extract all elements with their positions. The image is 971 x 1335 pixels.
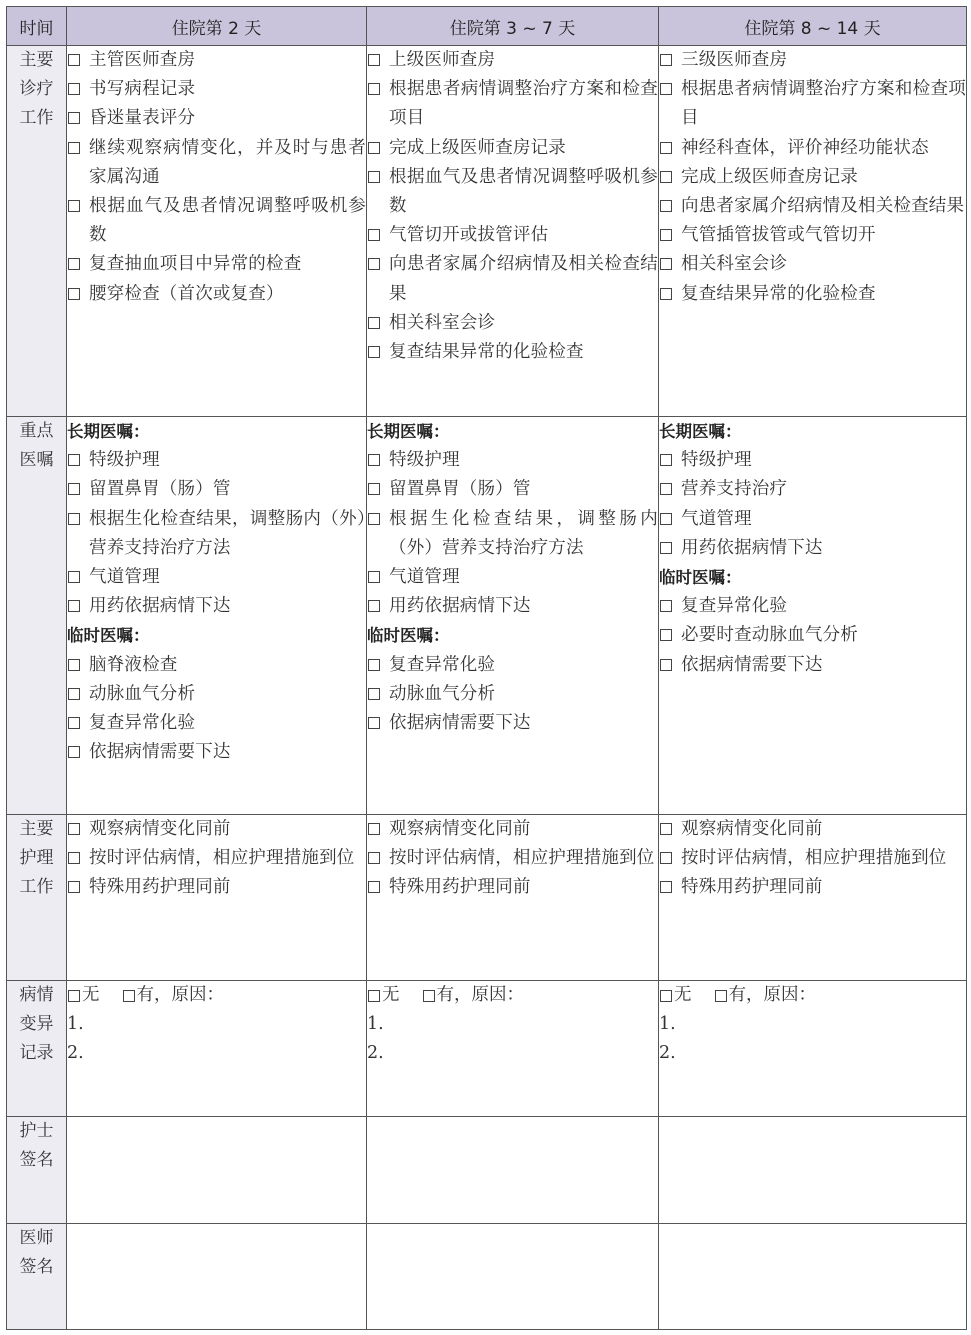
- checklist-item: [367, 46, 658, 75]
- checkbox[interactable]: [660, 288, 672, 300]
- checklist-item: [67, 844, 366, 873]
- checkbox[interactable]: [660, 823, 672, 835]
- label-line: 护士: [19, 1121, 54, 1141]
- checkbox[interactable]: [68, 823, 80, 835]
- checklist-item: [67, 446, 366, 475]
- checklist-item: [67, 46, 366, 75]
- checklist-item-label: 脑脊液检查: [89, 654, 178, 675]
- checklist-item: [367, 250, 658, 308]
- checklist-item-label: 依据病情需要下达: [89, 742, 231, 763]
- checkbox[interactable]: [68, 200, 80, 212]
- label-line: 变异: [19, 1014, 54, 1034]
- checklist-item: [67, 192, 366, 250]
- checklist-item: [367, 709, 658, 738]
- checklist-item-label: 根据生化检查结果，调整肠内（外）营养支持治疗方法: [389, 508, 658, 558]
- checklist-item: [659, 446, 966, 475]
- checklist-item: [659, 592, 966, 621]
- nursing-day3-7: [367, 815, 659, 981]
- checklist-item-label: 复查结果异常的化验检查: [389, 342, 584, 363]
- checklist-item: [659, 163, 966, 192]
- checklist-item: [659, 75, 966, 133]
- label-line: 诊疗: [19, 79, 54, 99]
- checklist-item-label: 用药依据病情下达: [681, 537, 823, 558]
- checkbox[interactable]: [68, 688, 80, 700]
- checklist-item: [367, 75, 658, 133]
- row-label-main-work: [7, 46, 67, 417]
- checklist-item-label: 用药依据病情下达: [89, 596, 231, 617]
- checklist-item: [659, 250, 966, 279]
- checklist-item: [67, 563, 366, 592]
- variation-reason-1[interactable]: 1.: [367, 1014, 384, 1035]
- checklist-item-label: 留置鼻胃（肠）管: [89, 479, 231, 500]
- checklist-item: [659, 815, 966, 844]
- checklist-item-label: 特殊用药护理同前: [681, 877, 823, 898]
- checkbox[interactable]: [660, 483, 672, 495]
- checkbox[interactable]: [660, 881, 672, 893]
- checklist-item: [67, 475, 366, 504]
- label-line: 病情: [19, 985, 54, 1005]
- checkbox[interactable]: [368, 346, 380, 358]
- variation-reason-1[interactable]: 1.: [67, 1014, 84, 1035]
- checkbox[interactable]: [660, 659, 672, 671]
- orders-day3-7: [367, 417, 659, 815]
- checklist-item-label: 留置鼻胃（肠）管: [389, 479, 531, 500]
- checkbox[interactable]: [68, 112, 80, 124]
- checkbox[interactable]: [68, 454, 80, 466]
- label-line: 工作: [19, 877, 54, 897]
- checklist-item: [367, 592, 658, 621]
- checklist-item-label: 观察病情变化同前: [89, 819, 231, 839]
- row-label-nurse-sign: [7, 1117, 67, 1224]
- checkbox[interactable]: [68, 142, 80, 154]
- checklist-item-label: 按时评估病情，相应护理措施到位: [89, 848, 355, 869]
- row-orders: [7, 417, 967, 815]
- checklist-item-label: 相关科室会诊: [681, 254, 788, 275]
- nurse-sign-day8-14[interactable]: [659, 1117, 967, 1224]
- checklist-item: [67, 815, 366, 844]
- checklist-item-label: 气道管理: [89, 567, 160, 588]
- checklist-item: [659, 221, 966, 250]
- checklist-item-label: 观察病情变化同前: [389, 819, 531, 839]
- main-work-day8-14: [659, 46, 967, 417]
- label-line: 医嘱: [19, 450, 54, 470]
- checklist-item-label: 向患者家属介绍病情及相关检查结果: [389, 254, 658, 304]
- orders-day8-14: [659, 417, 967, 815]
- checklist-item-label: 气道管理: [681, 508, 752, 529]
- checkbox[interactable]: [660, 54, 672, 66]
- variation-none-label: 无: [674, 985, 692, 1005]
- checkbox[interactable]: [68, 288, 80, 300]
- checkbox[interactable]: [368, 142, 380, 154]
- label-line: 主要: [19, 819, 54, 839]
- checkbox[interactable]: [660, 454, 672, 466]
- checkbox[interactable]: [660, 142, 672, 154]
- checklist-item: [659, 651, 966, 680]
- checklist-item: [67, 250, 366, 279]
- checklist-item-label: 气道管理: [389, 567, 460, 588]
- row-label-orders: [7, 417, 67, 815]
- clinical-pathway-table: [6, 6, 967, 1330]
- checklist-item: [367, 815, 658, 844]
- checklist-item-label: 按时评估病情，相应护理措施到位: [681, 848, 947, 869]
- checkbox[interactable]: [368, 513, 380, 525]
- checklist-item: [67, 75, 366, 104]
- variation-reason-2[interactable]: 2.: [67, 1043, 84, 1064]
- checklist-item: [367, 338, 658, 367]
- variation-none-checkbox[interactable]: [368, 990, 380, 1002]
- checklist-item: [67, 280, 366, 309]
- variation-reason-1[interactable]: 1.: [659, 1014, 676, 1035]
- variation-reason-2[interactable]: 2.: [659, 1043, 676, 1064]
- doctor-sign-day2[interactable]: [67, 1224, 367, 1330]
- checklist-item-label: 必要时查动脉血气分析: [681, 625, 858, 646]
- checklist-item: [367, 221, 658, 250]
- row-main-work: [7, 46, 967, 417]
- variation-none-checkbox[interactable]: [660, 990, 672, 1002]
- doctor-sign-day8-14[interactable]: [659, 1224, 967, 1330]
- label-line: 工作: [19, 108, 54, 128]
- checklist-item: [659, 46, 966, 75]
- label-line: 护理: [19, 848, 54, 868]
- checklist-item-label: 复查抽血项目中异常的检查: [89, 254, 302, 275]
- temporary-orders-list: [67, 651, 366, 768]
- checkbox[interactable]: [368, 229, 380, 241]
- checklist-item: [367, 134, 658, 163]
- checklist-item: [659, 134, 966, 163]
- variation-reason-2[interactable]: 2.: [367, 1043, 384, 1064]
- checkbox[interactable]: [660, 852, 672, 864]
- checklist-item: [67, 592, 366, 621]
- checkbox[interactable]: [368, 54, 380, 66]
- row-label-nursing: [7, 815, 67, 981]
- checkbox[interactable]: [368, 881, 380, 893]
- checklist-item-label: 根据患者病情调整治疗方案和检查项目: [681, 79, 966, 129]
- checkbox[interactable]: [68, 600, 80, 612]
- checklist-item-label: 完成上级医师查房记录: [681, 166, 858, 187]
- checkbox[interactable]: [660, 600, 672, 612]
- checklist-item-label: 气管切开或拔管评估: [389, 225, 549, 246]
- checkbox[interactable]: [368, 600, 380, 612]
- orders-day2: [67, 417, 367, 815]
- checkbox[interactable]: [368, 852, 380, 864]
- checklist-item-label: 特殊用药护理同前: [89, 877, 231, 898]
- checklist-item: [67, 651, 366, 680]
- checkbox[interactable]: [68, 54, 80, 66]
- checklist-item-label: 依据病情需要下达: [681, 654, 823, 675]
- checklist-item-label: 昏迷量表评分: [89, 108, 196, 129]
- checklist-item: [659, 534, 966, 563]
- checklist-item: [659, 192, 966, 221]
- variation-yes-checkbox[interactable]: [423, 990, 435, 1002]
- checkbox[interactable]: [368, 688, 380, 700]
- checklist-item: [367, 163, 658, 221]
- variation-yes-checkbox[interactable]: [715, 990, 727, 1002]
- checklist-item-label: 书写病程记录: [89, 79, 196, 100]
- checklist-item: [67, 873, 366, 902]
- checklist-item: [67, 738, 366, 767]
- header-day3-7: 住院第 3 ~ 7 天: [367, 7, 659, 46]
- variation-yes-label: 有，原因：: [436, 985, 524, 1005]
- variation-day8-14: [659, 981, 967, 1117]
- checklist-item: [67, 505, 366, 563]
- checklist-item-label: 特级护理: [681, 450, 752, 471]
- checklist-item-label: 按时评估病情，相应护理措施到位: [389, 848, 655, 869]
- long-term-orders-list: [67, 446, 366, 621]
- variation-none-label: 无: [382, 985, 400, 1005]
- temporary-orders-list: [659, 592, 966, 680]
- checkbox[interactable]: [368, 823, 380, 835]
- label-line: 重点: [19, 421, 54, 441]
- checklist-item: [659, 475, 966, 504]
- long-term-orders-heading: 长期医嘱：: [67, 422, 150, 441]
- checklist-item: [367, 475, 658, 504]
- header-time: 时间: [7, 7, 67, 46]
- checklist-item: [367, 563, 658, 592]
- checklist-item-label: 用药依据病情下达: [389, 596, 531, 617]
- checkbox[interactable]: [660, 200, 672, 212]
- checkbox[interactable]: [68, 513, 80, 525]
- checklist-item-label: 特殊用药护理同前: [389, 877, 531, 898]
- checkbox[interactable]: [368, 483, 380, 495]
- nursing-day8-14: [659, 815, 967, 981]
- label-line: 记录: [19, 1043, 54, 1063]
- label-line: 医师: [19, 1228, 54, 1248]
- checklist-item-label: 复查异常化验: [389, 654, 496, 675]
- checklist-item-label: 向患者家属介绍病情及相关检查结果: [681, 196, 965, 217]
- checkbox[interactable]: [368, 258, 380, 270]
- doctor-sign-day3-7[interactable]: [367, 1224, 659, 1330]
- checkbox[interactable]: [68, 881, 80, 893]
- label-line: 签名: [19, 1150, 54, 1170]
- checklist-item-label: 特级护理: [89, 450, 160, 471]
- checklist-item-label: 营养支持治疗: [681, 479, 788, 500]
- checkbox[interactable]: [68, 717, 80, 729]
- checklist-item: [367, 446, 658, 475]
- row-nurse-sign: [7, 1117, 967, 1224]
- variation-none-checkbox[interactable]: [68, 990, 80, 1002]
- checkbox[interactable]: [68, 258, 80, 270]
- checklist-item-label: 气管插管拔管或气管切开: [681, 225, 876, 246]
- nurse-sign-day2[interactable]: [67, 1117, 367, 1224]
- checkbox[interactable]: [660, 229, 672, 241]
- temporary-orders-heading: 临时医嘱：: [67, 626, 150, 646]
- checkbox[interactable]: [368, 83, 380, 95]
- checklist-item-label: 复查结果异常的化验检查: [681, 283, 876, 304]
- main-work-day2: [67, 46, 367, 417]
- checklist-item-label: 完成上级医师查房记录: [389, 137, 566, 158]
- long-term-orders-list: [367, 446, 658, 621]
- row-nursing: [7, 815, 967, 981]
- checklist-item-label: 上级医师查房: [389, 50, 496, 70]
- long-term-orders-heading: 长期医嘱：: [659, 422, 742, 441]
- checkbox[interactable]: [660, 542, 672, 554]
- checklist-item-label: 特级护理: [389, 450, 460, 471]
- checklist-item-label: 相关科室会诊: [389, 312, 496, 333]
- label-line: 主要: [19, 50, 54, 70]
- checklist-item-label: 动脉血气分析: [389, 683, 496, 704]
- checklist-item: [367, 309, 658, 338]
- checklist-item: [67, 104, 366, 133]
- variation-day2: [67, 981, 367, 1117]
- checklist-item: [659, 844, 966, 873]
- checklist-item-label: 根据生化检查结果，调整肠内（外）营养支持治疗方法: [89, 508, 366, 558]
- nursing-day2: [67, 815, 367, 981]
- checklist-item: [367, 844, 658, 873]
- checklist-item-label: 复查异常化验: [681, 596, 788, 617]
- checklist-item-label: 观察病情变化同前: [681, 819, 823, 839]
- checklist-item: [367, 873, 658, 902]
- checkbox[interactable]: [368, 659, 380, 671]
- variation-day3-7: [367, 981, 659, 1117]
- temporary-orders-heading: 临时医嘱：: [367, 626, 450, 646]
- checklist-item: [67, 709, 366, 738]
- temporary-orders-heading: 临时医嘱：: [659, 568, 742, 588]
- nurse-sign-day3-7[interactable]: [367, 1117, 659, 1224]
- checkbox[interactable]: [368, 317, 380, 329]
- row-variation: [7, 981, 967, 1117]
- checkbox[interactable]: [368, 717, 380, 729]
- checkbox[interactable]: [660, 258, 672, 270]
- variation-yes-label: 有，原因：: [728, 985, 816, 1005]
- checklist-item-label: 神经科查体，评价神经功能状态: [681, 137, 929, 158]
- checkbox[interactable]: [68, 483, 80, 495]
- checklist-item-label: 继续观察病情变化，并及时与患者家属沟通: [89, 137, 366, 187]
- checklist-item-label: 主管医师查房: [89, 50, 196, 70]
- checkbox[interactable]: [368, 454, 380, 466]
- checkbox[interactable]: [68, 83, 80, 95]
- checklist-item: [659, 873, 966, 902]
- variation-yes-checkbox[interactable]: [123, 990, 135, 1002]
- checkbox[interactable]: [660, 629, 672, 641]
- checkbox[interactable]: [660, 513, 672, 525]
- checkbox[interactable]: [68, 571, 80, 583]
- checklist-item-label: 三级医师查房: [681, 50, 788, 70]
- header-row: [7, 7, 967, 46]
- label-line: 签名: [19, 1257, 54, 1277]
- long-term-orders-heading: 长期医嘱：: [367, 422, 450, 441]
- long-term-orders-list: [659, 446, 966, 563]
- checklist-item-label: 根据血气及患者情况调整呼吸机参数: [89, 196, 366, 246]
- row-label-variation: [7, 981, 67, 1117]
- checklist-item: [67, 680, 366, 709]
- checklist-item-label: 根据患者病情调整治疗方案和检查项目: [389, 79, 658, 129]
- checklist-item: [659, 621, 966, 650]
- checkbox[interactable]: [660, 83, 672, 95]
- checklist-item: [659, 280, 966, 309]
- temporary-orders-list: [367, 651, 658, 739]
- row-doctor-sign: [7, 1224, 967, 1330]
- checkbox[interactable]: [68, 746, 80, 758]
- checkbox[interactable]: [660, 171, 672, 183]
- checkbox[interactable]: [368, 571, 380, 583]
- main-work-day3-7: [367, 46, 659, 417]
- checkbox[interactable]: [368, 171, 380, 183]
- variation-yes-label: 有，原因：: [136, 985, 224, 1005]
- checklist-item-label: 动脉血气分析: [89, 683, 196, 704]
- checklist-item: [367, 680, 658, 709]
- header-day8-14: 住院第 8 ~ 14 天: [659, 7, 967, 46]
- checklist-item: [659, 505, 966, 534]
- checklist-item: [67, 134, 366, 192]
- checklist-item-label: 复查异常化验: [89, 713, 196, 734]
- header-day2: 住院第 2 天: [67, 7, 367, 46]
- row-label-doctor-sign: [7, 1224, 67, 1330]
- checkbox[interactable]: [68, 852, 80, 864]
- checklist-item-label: 腰穿检查（首次或复查）: [89, 283, 284, 304]
- variation-none-label: 无: [82, 985, 100, 1005]
- checkbox[interactable]: [68, 659, 80, 671]
- checklist-item: [367, 505, 658, 563]
- checklist-item-label: 依据病情需要下达: [389, 713, 531, 734]
- checklist-item: [367, 651, 658, 680]
- checklist-item-label: 根据血气及患者情况调整呼吸机参数: [389, 166, 658, 217]
